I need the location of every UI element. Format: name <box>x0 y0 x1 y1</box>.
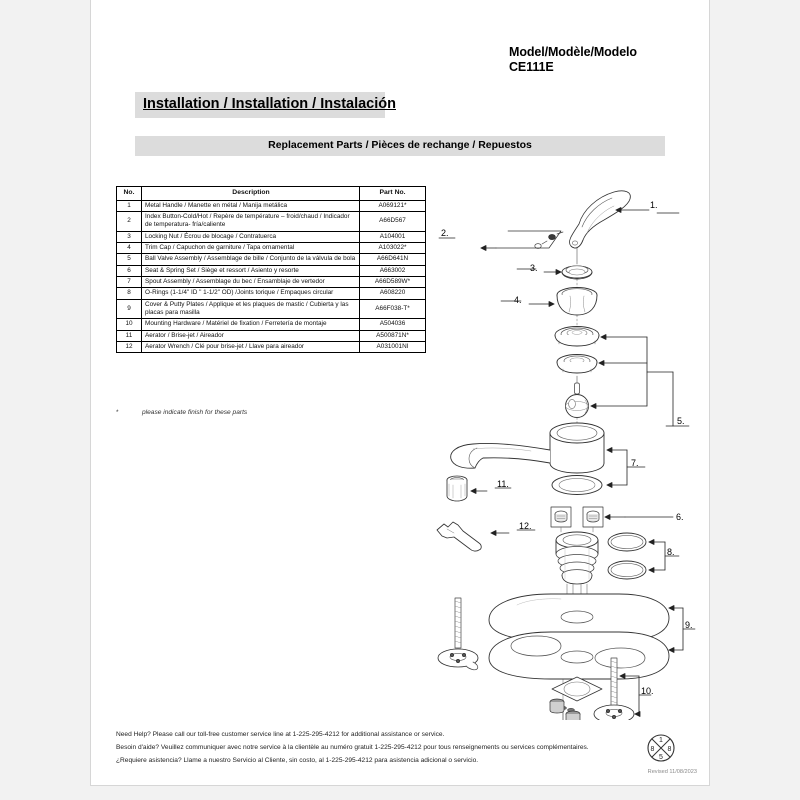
revision-date: Revised 11/08/2023 <box>647 769 697 775</box>
callout-5: 5. <box>677 416 685 426</box>
callout-8: 8. <box>667 547 675 557</box>
installation-title: Installation / Installation / Instalación <box>143 96 396 112</box>
replacement-parts-title: Replacement Parts / Pièces de rechange / Repuestos <box>268 139 532 151</box>
callout-7: 7. <box>631 458 639 468</box>
cell-no: 6 <box>117 265 142 276</box>
installation-title-bar <box>135 92 396 118</box>
cell-part-no: A104001 <box>360 231 426 242</box>
cell-description: Index Button-Cold/Hot / Repère de température – froid/chaud / Indicador de temperatura- fría/caliente <box>142 212 360 232</box>
part-index-buttons <box>496 231 563 248</box>
cell-no: 1 <box>117 200 142 211</box>
cell-description: O-Rings (1-1/4" ID " 1-1/2" OD) /Joints torique / Empaques circular <box>142 288 360 299</box>
cell-no: 12 <box>117 342 142 353</box>
instruction-sheet-page <box>90 0 710 786</box>
part-o-rings <box>608 533 646 579</box>
table-row <box>117 319 426 330</box>
cell-no: 10 <box>117 319 142 330</box>
cell-no: 3 <box>117 231 142 242</box>
column-header-part-no: Part No. <box>360 187 426 201</box>
part-cover-plate <box>489 594 669 701</box>
cell-description: Trim Cap / Capuchon de garniture / Tapa ornamental <box>142 243 360 254</box>
parts-table-body <box>117 200 426 353</box>
part-aerator-wrench <box>437 522 481 551</box>
cell-no: 2 <box>117 212 142 232</box>
cell-part-no: A031001NI <box>360 342 426 353</box>
cell-part-no: A663002 <box>360 265 426 276</box>
table-row <box>117 288 426 299</box>
column-header-description: Description <box>142 187 360 201</box>
table-header-row <box>117 187 426 201</box>
cell-description: Spout Assembly / Assemblage du bec / Ensamblaje de vertedor <box>142 277 360 288</box>
cell-part-no: A66D589W* <box>360 277 426 288</box>
table-row <box>117 231 426 242</box>
callout-12: 12. <box>519 521 532 531</box>
table-row <box>117 200 426 211</box>
cell-description: Mounting Hardware / Matériel de fixation / Ferretería de montaje <box>142 319 360 330</box>
table-row <box>117 212 426 232</box>
table-row <box>117 342 426 353</box>
cell-part-no: A608220 <box>360 288 426 299</box>
cell-description: Cover & Putty Plates / Applique et les plaques de mastic / Cubierta y las placas para masilla <box>142 299 360 319</box>
footnote-marker: * <box>116 409 119 416</box>
table-row <box>117 265 426 276</box>
cell-part-no: A069121* <box>360 200 426 211</box>
parts-table <box>116 186 426 353</box>
callout-1: 1. <box>650 200 658 210</box>
replacement-parts-title-bar <box>135 136 665 156</box>
cell-part-no: A500871N* <box>360 330 426 341</box>
cell-part-no: A66D641N <box>360 254 426 265</box>
cell-no: 9 <box>117 299 142 319</box>
help-line-spanish: ¿Requiere asistencia? Llame a nuestro Servicio al Cliente, sin costo, al 1-225-295-4212 para asistencia adicional o servicio. <box>116 756 479 764</box>
company-logo-1885 <box>644 731 678 765</box>
cell-part-no: A103022* <box>360 243 426 254</box>
cell-no: 8 <box>117 288 142 299</box>
table-row <box>117 299 426 319</box>
logo-digit-bottom: 5 <box>659 754 663 761</box>
callout-9: 9. <box>685 620 693 630</box>
column-header-no: No. <box>117 187 142 201</box>
table-row <box>117 254 426 265</box>
part-locking-nut <box>562 266 592 288</box>
logo-digit-right: 8 <box>667 746 672 753</box>
part-aerator <box>447 476 467 501</box>
help-line-english: Need Help? Please call our toll-free customer service line at 1-225-295-4212 for additional assistance or service. <box>116 731 445 738</box>
cell-description: Aerator / Brise-jet / Aireador <box>142 330 360 341</box>
cell-part-no: A504036 <box>360 319 426 330</box>
model-label: Model/Modèle/Modelo <box>509 45 637 59</box>
cell-no: 4 <box>117 243 142 254</box>
cell-description: Ball Valve Assembly / Assemblage de bille / Conjunto de la válvula de bola <box>142 254 360 265</box>
logo-digit-left: 8 <box>650 746 655 753</box>
callout-3: 3. <box>530 263 538 273</box>
table-footnote <box>116 409 247 416</box>
help-footer <box>116 729 636 768</box>
part-valve-body <box>556 532 598 584</box>
part-spout-assembly <box>451 423 604 495</box>
part-ball-valve-cam <box>555 327 599 347</box>
part-ball-valve <box>566 376 589 426</box>
cell-part-no: A66F038-T* <box>360 299 426 319</box>
part-seat-spring-set <box>551 507 603 532</box>
callout-10: 10. <box>641 686 654 696</box>
part-trim-cap <box>557 288 597 327</box>
model-block <box>509 45 637 75</box>
cell-no: 7 <box>117 277 142 288</box>
cell-no: 11 <box>117 330 142 341</box>
table-row <box>117 277 426 288</box>
cell-no: 5 <box>117 254 142 265</box>
model-number: CE111E <box>509 59 554 74</box>
logo-digit-top: 1 <box>659 737 663 744</box>
exploded-parts-diagram <box>411 180 701 720</box>
table-row <box>117 243 426 254</box>
cell-description: Locking Nut / Écrou de blocage / Contratuerca <box>142 231 360 242</box>
table-row <box>117 330 426 341</box>
cell-description: Seat & Spring Set / Siège et ressort / Asiento y resorte <box>142 265 360 276</box>
cell-description: Metal Handle / Manette en métal / Manija metálica <box>142 200 360 211</box>
callout-6: 6. <box>676 512 684 522</box>
part-metal-handle <box>569 191 630 264</box>
callout-4: 4. <box>514 295 522 305</box>
footnote-text: please indicate finish for these parts <box>142 409 248 416</box>
callout-2: 2. <box>441 228 449 238</box>
cell-description: Aerator Wrench / Clé pour brise-jet / Llave para aireador <box>142 342 360 353</box>
cell-part-no: A66D567 <box>360 212 426 232</box>
help-line-french: Besoin d'aide? Veuillez communiquer avec notre service à la clientèle au numéro gratuit 1-225-295-4212 pour tous renseignements ou services complémentaires. <box>116 743 589 751</box>
callout-11: 11. <box>497 479 509 489</box>
part-cam-washer <box>557 355 597 374</box>
